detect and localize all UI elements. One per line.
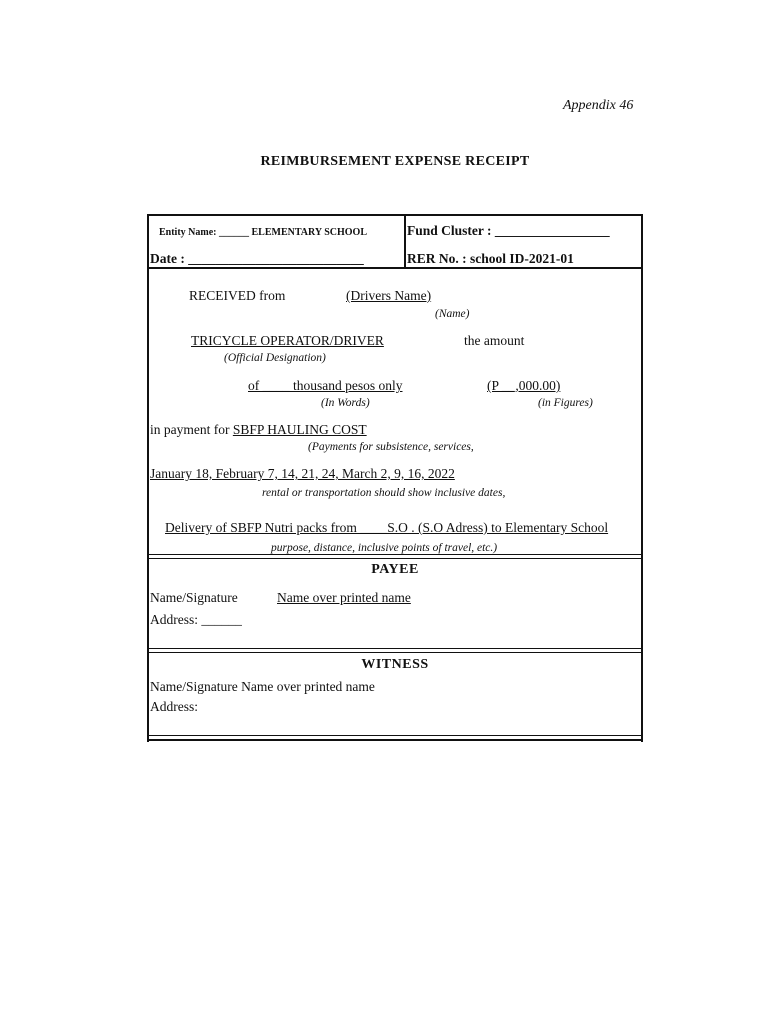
- payee-divider-2: [147, 558, 643, 559]
- payment-caption-3: purpose, distance, inclusive points of travel, etc.): [271, 542, 498, 554]
- witness-divider-2: [147, 652, 643, 653]
- border-bottom-inner: [147, 735, 643, 736]
- header-column-divider: [404, 214, 406, 268]
- payee-heading: PAYEE: [371, 562, 419, 577]
- appendix-label: Appendix 46: [563, 98, 634, 113]
- inclusive-dates: January 18, February 7, 14, 21, 24, March 2, 9, 16, 2022: [150, 466, 455, 481]
- amount-in-figures: (P __,000.00): [487, 378, 561, 393]
- payment-caption-2: rental or transportation should show inclusive dates,: [262, 487, 506, 499]
- amount-in-words: of ____ thousand pesos only: [248, 378, 403, 393]
- in-figures-caption: (in Figures): [538, 397, 593, 409]
- drivers-name: (Drivers Name): [346, 288, 432, 303]
- entity-name: [159, 227, 367, 238]
- payment-for: [150, 422, 367, 438]
- amount-label: the amount: [464, 333, 525, 348]
- entity-name-value: ______ ELEMENTARY SCHOOL: [219, 227, 367, 238]
- border-top: [147, 214, 643, 216]
- header-divider: [147, 267, 643, 269]
- witness-heading: WITNESS: [361, 657, 429, 672]
- purpose: Delivery of SBFP Nutri packs from ____S.O . (S.O Adress) to Elementary School: [165, 520, 609, 535]
- date-field: Date : __________________________: [150, 251, 364, 266]
- rer-number: RER No. : school ID-2021-01: [407, 251, 574, 266]
- received-from-label: RECEIVED from: [189, 288, 286, 303]
- entity-name-label: Entity Name:: [159, 227, 217, 238]
- witness-address: Address:: [150, 699, 198, 714]
- designation-caption: (Official Designation): [224, 352, 326, 364]
- fund-cluster: Fund Cluster : _________________: [407, 223, 610, 238]
- payee-divider-1: [147, 554, 643, 555]
- document-title: REIMBURSEMENT EXPENSE RECEIPT: [260, 154, 530, 169]
- in-words-caption: (In Words): [321, 397, 370, 409]
- payment-for-value: SBFP HAULING COST: [232, 422, 367, 437]
- border-bottom: [147, 739, 643, 741]
- name-caption: (Name): [435, 308, 470, 320]
- witness-divider-1: [147, 648, 643, 649]
- payment-for-label: in payment for: [150, 422, 230, 437]
- official-designation: TRICYCLE OPERATOR/DRIVER: [191, 333, 384, 348]
- witness-name-line: Name/Signature Name over printed name: [150, 679, 375, 694]
- payee-address: Address: ______: [150, 612, 242, 627]
- payee-name-label: Name/Signature: [150, 590, 238, 605]
- payee-name-value: Name over printed name: [277, 590, 411, 605]
- payment-caption-1: (Payments for subsistence, services,: [308, 441, 474, 453]
